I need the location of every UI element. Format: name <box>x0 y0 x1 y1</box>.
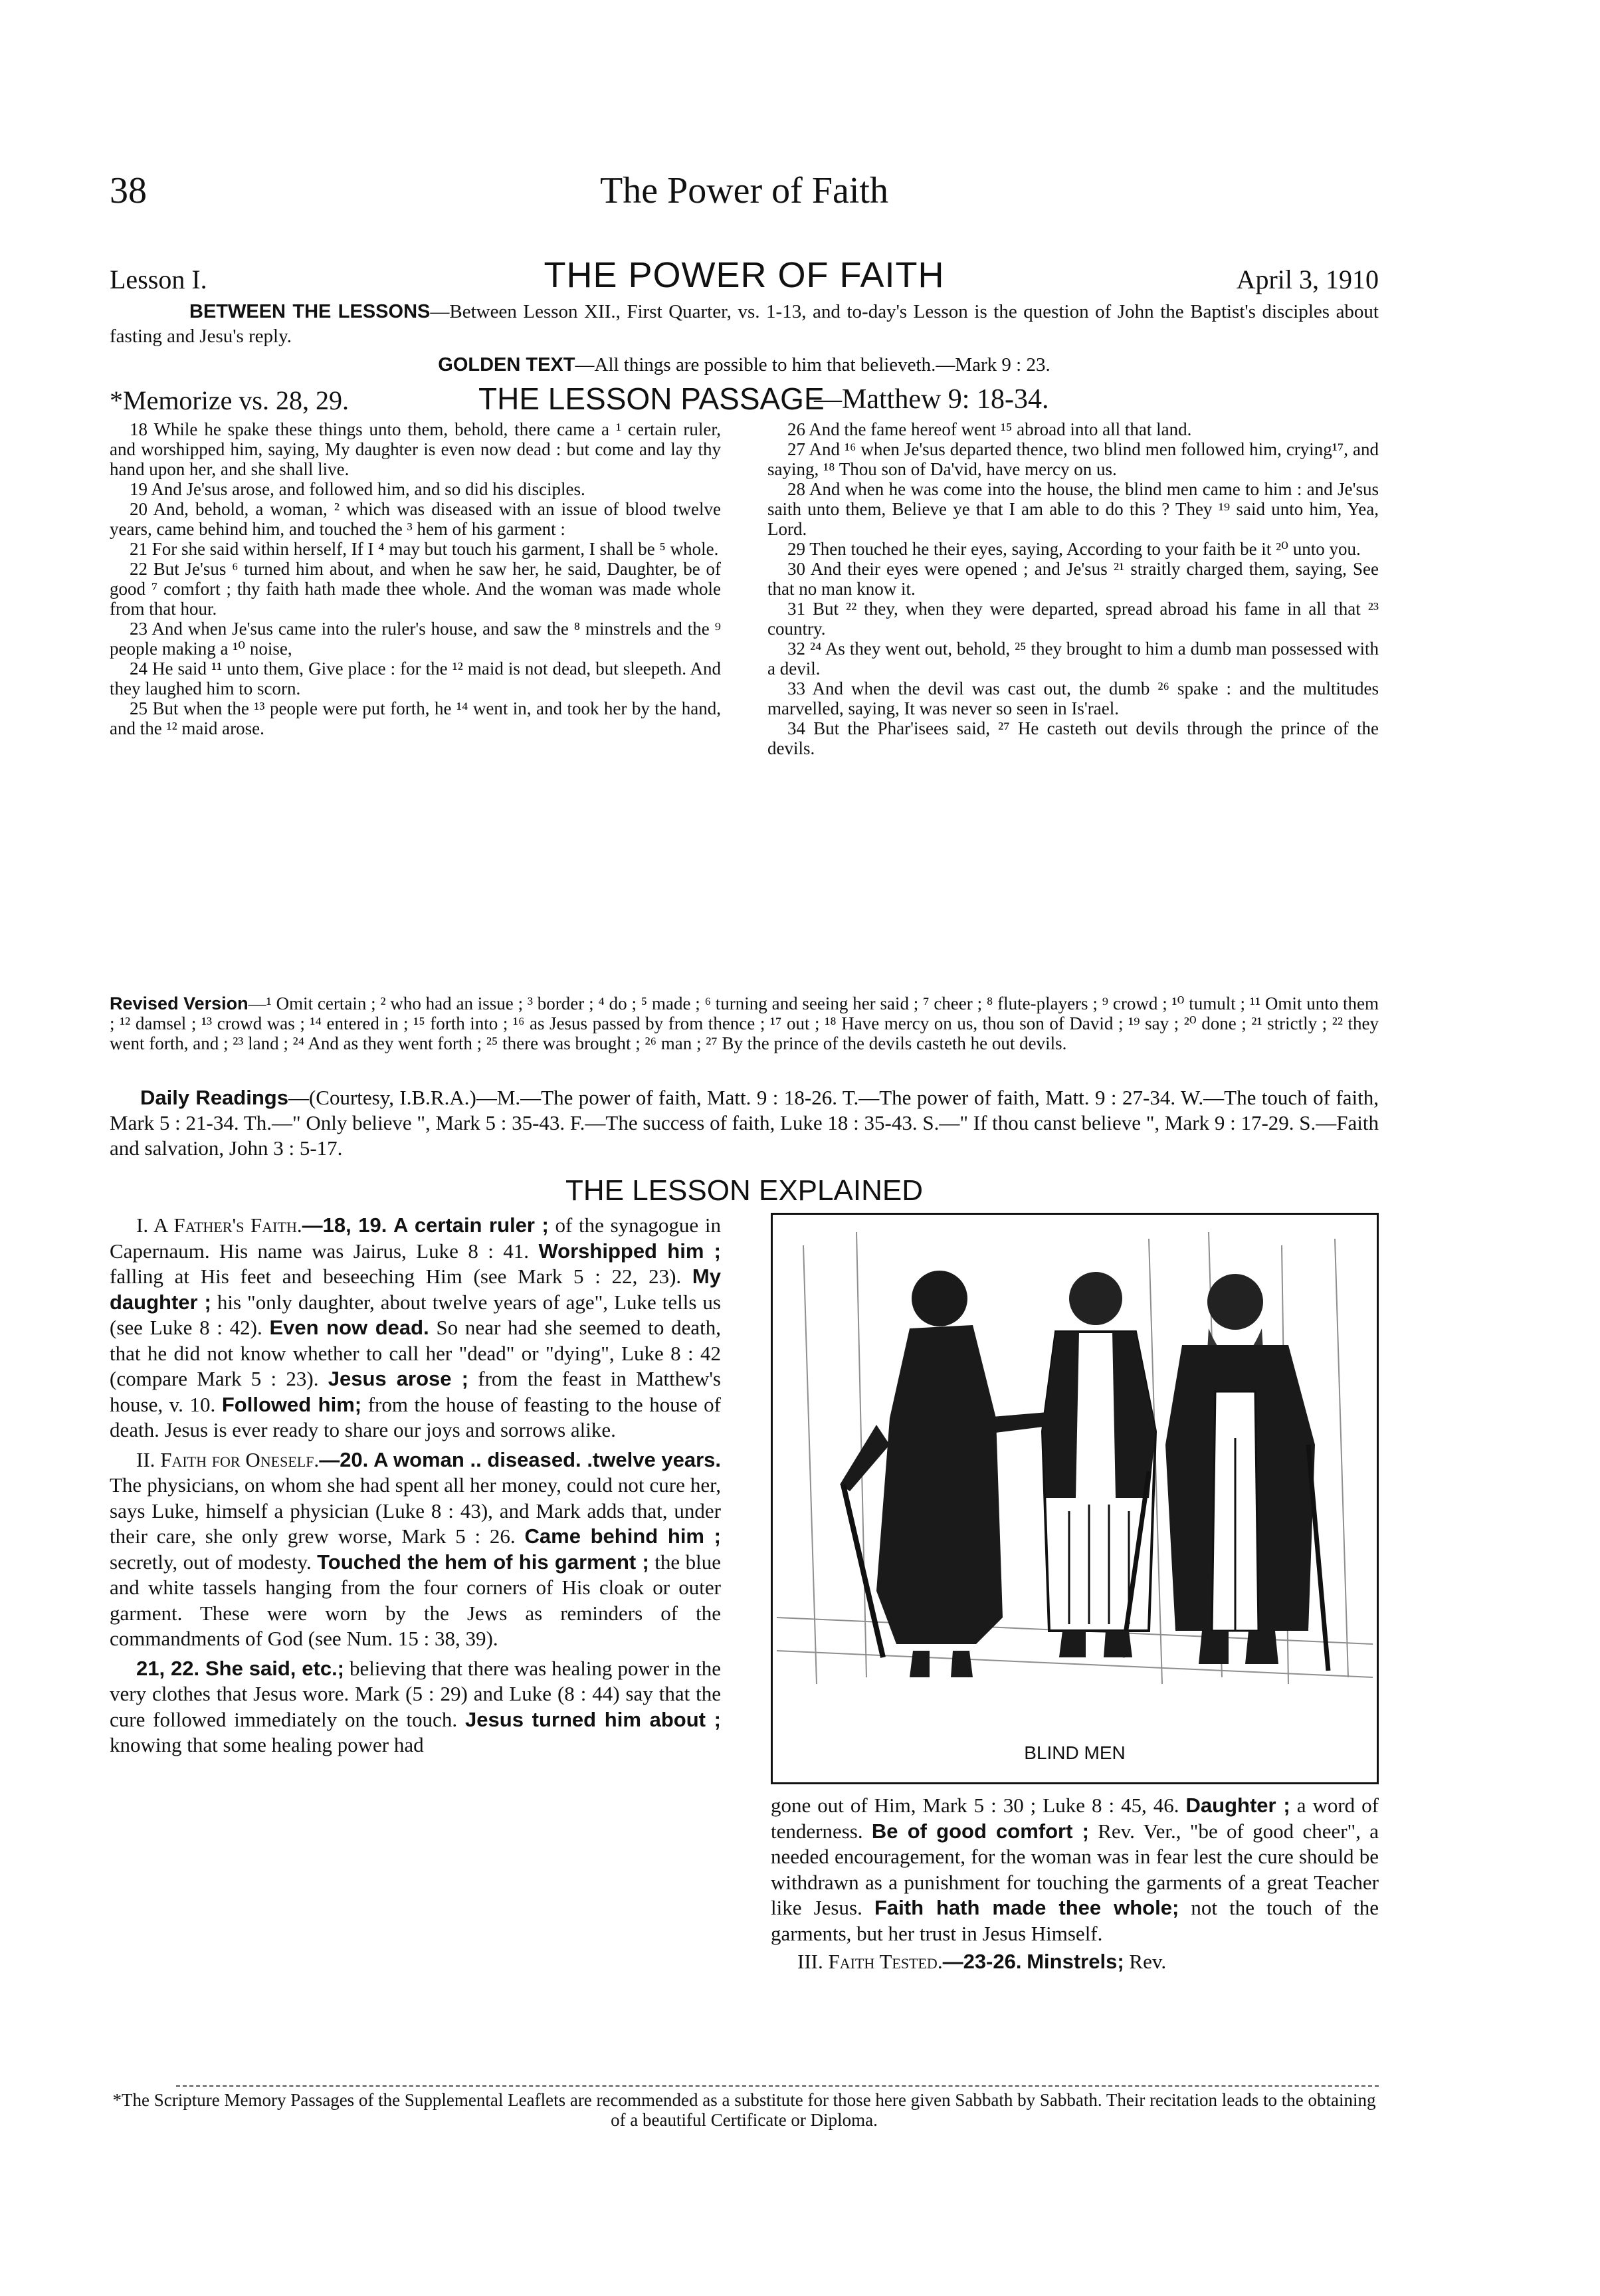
verse: 21 For she said within herself, If I ⁴ may but touch his garment, I shall be ⁵ whole. <box>130 539 719 559</box>
running-title: The Power of Faith <box>600 170 888 211</box>
verse: 23 And when Je'sus came into the ruler's house, and saw the ⁸ minstrels and the ⁹ people making a ¹⁰ noise, <box>110 619 721 659</box>
section-heading: II. Faith for Oneself. <box>136 1447 320 1471</box>
lesson-passage-heading <box>110 381 1379 418</box>
daily-text: —(Courtesy, I.B.R.A.)—M.—The power of faith, Matt. 9 : 18-26. T.—The power of faith, Matt. 9 : 27-34. W.—The touch of faith, Mark 5 : 21-34. Th.—" Only believe ", Mark 5 : 35-43. F.—The success of faith, Luke 18 : 35-43. S.—" If thou canst believe ", Mark 9 : 17-29. S.—Faith and salvation, John 3 : 5-17. <box>110 1086 1379 1160</box>
between-label: BETWEEN THE LESSONS <box>189 301 431 322</box>
golden-body: —All things are possible to him that believeth.—Mark 9 : 23. <box>575 354 1050 375</box>
verse: 22 But Je'sus ⁶ turned him about, and when he saw her, he said, Daughter, be of good ⁷ comfort ; thy faith hath made thee whole. And the woman was made whole from that hour. <box>110 559 721 619</box>
passage-reference: —Matthew 9: 18-34. <box>814 384 1049 415</box>
explanation-paragraph: III. Faith Tested.—23-26. Minstrels; Rev. <box>797 1950 1167 1973</box>
blind-men-illustration <box>771 1213 1379 1784</box>
page-number: 38 <box>110 170 147 211</box>
lesson-date: April 3, 1910 <box>1236 264 1379 294</box>
explanation-paragraph: II. Faith for Oneself.—20. A woman .. diseased. .twelve years. The physicians, on whom she had spent all her money, could not cure her, says Luke, himself a physician (Luke 8 : 43), and Mark adds that, under their care, she only grew worse, Mark 5 : 26. Came behind him ; secretly, out of modesty. Touched the hem of his garment ; the blue and white tassels hanging from the four corners of His cloak or outer garment. These were worn by the Jews as reminders of the commandments of God (see Num. 15 : 38, 39). <box>110 1447 722 1650</box>
explanation-paragraph: gone out of Him, Mark 5 : 30 ; Luke 8 : 45, 46. Daughter ; a word of tenderness. Be of good comfort ; Rev. Ver., "be of good cheer", a needed encouragement, for the woman was in fear lest the cure should be withdrawn as a punishment for touching the garments of a great Teacher like Jesus. Faith hath made thee whole; not the touch of the garments, but her trust in Jesus Himself. <box>771 1794 1379 1945</box>
golden-label: GOLDEN TEXT <box>438 354 575 375</box>
explanation-paragraph: I. A Father's Faith.—18, 19. A certain ruler ; of the synagogue in Capernaum. His name was Jairus, Luke 8 : 41. Worshipped him ; falling at His feet and beseeching Him (see Mark 5 : 22, 23). My daughter ; his "only daughter, about twelve years of age", Luke tells us (see Luke 8 : 42). Even now dead. So near had she seemed to death, that he did not know whether to call her "dead" or "dying", Luke 8 : 42 (compare Mark 5 : 23). Jesus arose ; from the feast in Matthew's house, v. 10. Followed him; from the house of feasting to the house of death. Jesus is ever ready to share our joys and sorrows alike. <box>110 1213 722 1441</box>
revised-text: —¹ Omit certain ; ² who had an issue ; ³ border ; ⁴ do ; ⁵ made ; ⁶ turning and seeing her said ; ⁷ cheer ; ⁸ flute-players ; ⁹ crowd ; ¹⁰ tumult ; ¹¹ Omit unto them ; ¹² damsel ; ¹³ crowd was ; ¹⁴ entered in ; ¹⁵ forth into ; ¹⁶ as Jesus passed by from thence ; ¹⁷ out ; ¹⁸ Have mercy on us, thou son of David ; ¹⁹ say ; ²⁰ done ; ²¹ strictly ; ²² they went forth, and ; ²³ land ; ²⁴ And as they went forth ; ²⁵ there was brought ; ²⁶ man ; ²⁷ By the prince of the devils casteth he out devils. <box>110 993 1379 1053</box>
verses-right-column <box>767 419 1379 758</box>
passage-title: THE LESSON PASSAGE <box>478 381 825 416</box>
lesson-explained-title: THE LESSON EXPLAINED <box>565 1174 923 1207</box>
verse: 34 But the Phar'isees said, ²⁷ He casteth out devils through the prince of the devils. <box>767 718 1379 758</box>
verse: 26 And the fame hereof went ¹⁵ abroad into all that land. <box>787 419 1192 439</box>
between-the-lessons <box>110 300 1379 349</box>
verse: 31 But ²² they, when they were departed, spread abroad his fame in all that ²³ country. <box>767 599 1379 639</box>
lesson-title: THE POWER OF FAITH <box>544 255 945 295</box>
revised-version <box>110 993 1379 1053</box>
memorize-note: *Memorize vs. 28, 29. <box>110 385 349 415</box>
verse: 27 And ¹⁶ when Je'sus departed thence, two blind men followed him, crying¹⁷, and saying, ¹⁸ Thou son of Da'vid, have mercy on us. <box>767 439 1379 479</box>
verse: 33 And when the devil was cast out, the dumb ²⁶ spake : and the multitudes marvelled, saying, It was never so seen in Is'rael. <box>767 678 1379 718</box>
verse: 30 And their eyes were opened ; and Je'sus ²¹ straitly charged them, saying, See that no man know it. <box>767 559 1379 599</box>
lesson-number: Lesson I. <box>110 264 207 294</box>
section-heading: III. Faith Tested. <box>797 1950 943 1973</box>
verses-left-column <box>110 419 721 738</box>
explanation-right-column <box>771 1793 1379 1975</box>
explanation-left-column <box>110 1213 721 1762</box>
figure-caption: BLIND MEN <box>1024 1742 1126 1763</box>
explanation-paragraph: 21, 22. She said, etc.; believing that there was healing power in the very clothes that Jesus wore. Mark (5 : 29) and Luke (8 : 44) say that the cure followed immediately on the touch. Jesus turned him about ; knowing that some healing power had <box>110 1656 721 1756</box>
between-text: —Between Lesson XII., First Quarter, vs. 1-13, and to-day's Lesson is the question of John the Baptist's disciples about fasting and Jesu's reply. <box>110 301 1379 347</box>
running-header <box>110 169 1379 229</box>
verse: 24 He said ¹¹ unto them, Give place : for the ¹² maid is not dead, but sleepeth. And they laughed him to scorn. <box>110 659 721 698</box>
daily-readings <box>110 1085 1379 1161</box>
blind-man-right <box>1165 1274 1328 1671</box>
verse: 18 While he spake these things unto them, behold, there came a ¹ certain ruler, and worshipped him, saying, My daughter is even now dead : but come and lay thy hand upon her, and she shall live. <box>110 419 721 479</box>
revised-label: Revised Version <box>110 993 249 1013</box>
verse: 20 And, behold, a woman, ² which was diseased with an issue of blood twelve years, came behind him, and touched the ³ hem of his garment : <box>110 499 721 539</box>
verse: 19 And Je'sus arose, and followed him, and so did his disciples. <box>130 479 585 499</box>
lesson-heading <box>110 255 1379 301</box>
verse: 28 And when he was come into the house, the blind men came to him : and Je'sus saith unto them, Believe ye that I am able to do this ? They ¹⁹ said unto him, Yea, Lord. <box>767 479 1379 539</box>
daily-label: Daily Readings <box>140 1086 288 1109</box>
section-heading: I. A Father's Faith. <box>136 1213 302 1237</box>
verse: 32 ²⁴ As they went out, behold, ²⁵ they brought to him a dumb man possessed with a devil. <box>767 639 1379 678</box>
blind-man-left <box>840 1271 1003 1677</box>
blind-man-middle <box>1043 1272 1155 1657</box>
verse: 29 Then touched he their eyes, saying, According to your faith be it ²⁰ unto you. <box>787 539 1361 559</box>
verse: 25 But when the ¹³ people were put forth, he ¹⁴ went in, and took her by the hand, and the ¹² maid arose. <box>110 698 721 738</box>
footnote-divider <box>176 2085 1379 2087</box>
illustration-drawing <box>777 1219 1373 1697</box>
golden-text <box>110 354 1379 376</box>
footnote: *The Scripture Memory Passages of the Supplemental Leaflets are recommended as a substitute for those here given Sabbath by Sabbath. Their recitation leads to the obtaining of a beautiful Certificate or Diploma. <box>112 2090 1376 2130</box>
